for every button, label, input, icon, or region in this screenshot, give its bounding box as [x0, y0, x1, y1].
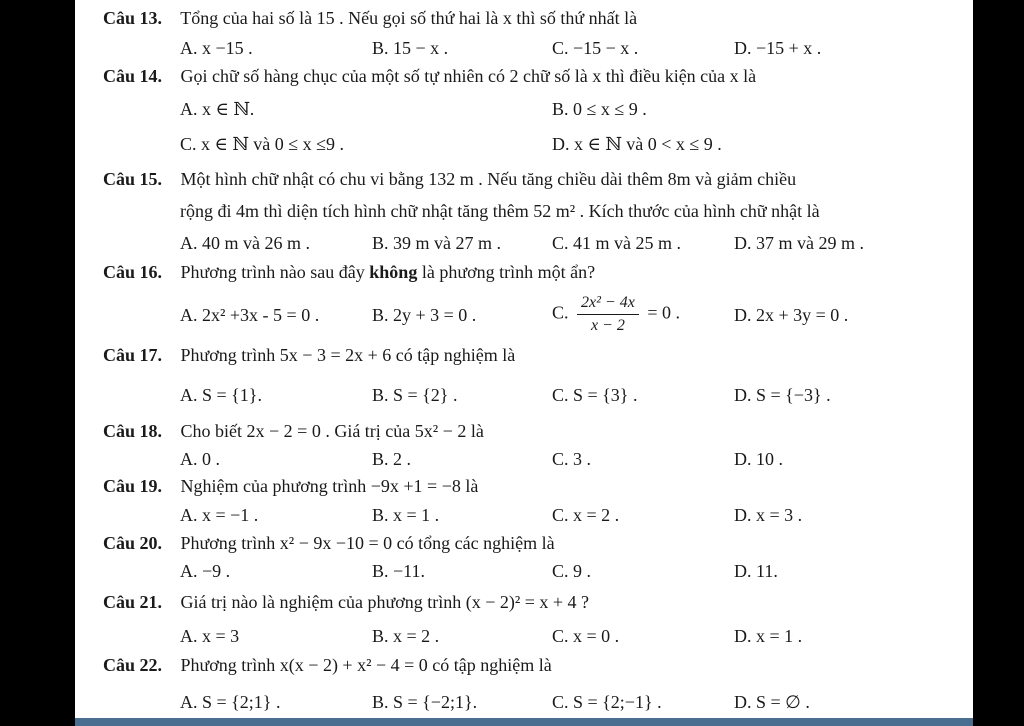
question-label: Câu 19. — [103, 476, 163, 496]
option-b: B. 2y + 3 = 0 . — [372, 305, 477, 325]
question-label: Câu 15. — [103, 169, 163, 189]
option-a: A. S = {1}. — [180, 385, 262, 405]
option-a: A. 0 . — [180, 449, 220, 469]
option-a: A. 40 m và 26 m . — [180, 233, 310, 253]
question-text-pre: Phương trình nào sau đây — [180, 262, 370, 282]
option-c — [552, 292, 680, 337]
option-a: A. 2x² +3x - 5 = 0 . — [180, 305, 320, 325]
option-a: A. x = −1 . — [180, 505, 259, 525]
document-page — [75, 0, 973, 721]
question-text: Giá trị nào là nghiệm của phương trình (x − 2)² = x + 4 ? — [180, 592, 590, 612]
option-a: A. −9 . — [180, 561, 231, 581]
fraction-tail: = 0 . — [647, 302, 680, 323]
question-text: Phương trình 5x − 3 = 2x + 6 có tập nghiệm là — [180, 345, 516, 365]
option-d: D. x = 3 . — [734, 505, 803, 525]
question-22 — [103, 655, 963, 676]
option-b: B. x = 2 . — [372, 626, 440, 646]
question-14 — [103, 66, 963, 87]
option-b: B. 15 − x . — [372, 38, 449, 58]
option-d: D. 11. — [734, 561, 778, 581]
option-b: B. −11. — [372, 561, 425, 581]
option-d: D. S = {−3} . — [734, 385, 831, 405]
question-label: Câu 20. — [103, 533, 163, 553]
option-c: C. x = 0 . — [552, 626, 620, 646]
question-text: Phương trình x² − 9x −10 = 0 có tổng các nghiệm là — [180, 533, 555, 553]
fraction-denominator: x − 2 — [590, 317, 625, 334]
question-label: Câu 17. — [103, 345, 163, 365]
question-15 — [103, 169, 963, 190]
option-a: A. x −15 . — [180, 38, 253, 58]
option-a: A. x = 3 — [180, 626, 240, 646]
question-text: Một hình chữ nhật có chu vi bằng 132 m . Nếu tăng chiều dài thêm 8m và giảm chiều — [180, 169, 797, 189]
option-c: C. 3 . — [552, 449, 592, 469]
question-19 — [103, 476, 963, 497]
question-label: Câu 22. — [103, 655, 163, 675]
question-text: Phương trình x(x − 2) + x² − 4 = 0 có tập nghiệm là — [180, 655, 552, 675]
fraction — [577, 292, 639, 337]
option-d: D. 37 m và 29 m . — [734, 233, 864, 253]
option-d: D. x ∈ ℕ và 0 < x ≤ 9 . — [552, 134, 722, 154]
question-17 — [103, 345, 963, 366]
question-label: Câu 13. — [103, 8, 163, 28]
option-b: B. x = 1 . — [372, 505, 440, 525]
question-text: Tổng của hai số là 15 . Nếu gọi số thứ hai là x thì số thứ nhất là — [180, 8, 638, 28]
question-20 — [103, 533, 963, 554]
question-label: Câu 21. — [103, 592, 163, 612]
option-b: B. 0 ≤ x ≤ 9 . — [552, 99, 647, 119]
question-text: Nghiệm của phương trình −9x +1 = −8 là — [180, 476, 479, 496]
option-b: B. S = {−2;1}. — [372, 692, 478, 712]
option-b: B. S = {2} . — [372, 385, 458, 405]
option-a: A. x ∈ ℕ. — [180, 99, 255, 119]
question-label: Câu 14. — [103, 66, 163, 86]
question-text: Cho biết 2x − 2 = 0 . Giá trị của 5x² − 2 là — [180, 421, 484, 441]
option-d: D. 2x + 3y = 0 . — [734, 305, 849, 325]
option-c: C. 9 . — [552, 561, 592, 581]
option-d: D. x = 1 . — [734, 626, 803, 646]
fraction-numerator: 2x² − 4x — [577, 292, 639, 315]
question-13 — [103, 8, 963, 29]
option-a: A. S = {2;1} . — [180, 692, 281, 712]
option-c: C. S = {2;−1} . — [552, 692, 662, 712]
option-b: B. 39 m và 27 m . — [372, 233, 501, 253]
question-text-bold: không — [369, 262, 418, 282]
question-text-post: là phương trình một ẩn? — [417, 262, 596, 282]
option-b: B. 2 . — [372, 449, 412, 469]
option-d: D. −15 + x . — [734, 38, 822, 58]
option-d: D. S = ∅ . — [734, 692, 810, 712]
option-c: C. 41 m và 25 m . — [552, 233, 681, 253]
window-bottom-bar — [75, 718, 973, 726]
question-16 — [103, 262, 963, 283]
question-21 — [103, 592, 963, 613]
question-label: Câu 18. — [103, 421, 163, 441]
question-text: Gọi chữ số hàng chục của một số tự nhiên có 2 chữ số là x thì điều kiện của x là — [180, 66, 757, 86]
option-c: C. x = 2 . — [552, 505, 620, 525]
question-18 — [103, 421, 963, 442]
option-c: C. S = {3} . — [552, 385, 638, 405]
question-label: Câu 16. — [103, 262, 163, 282]
option-c-label: C. — [552, 302, 569, 323]
option-c: C. x ∈ ℕ và 0 ≤ x ≤9 . — [180, 134, 345, 154]
option-d: D. 10 . — [734, 449, 783, 469]
option-c: C. −15 − x . — [552, 38, 639, 58]
question-text-continued: rộng đi 4m thì diện tích hình chữ nhật tăng thêm 52 m² . Kích thước của hình chữ nhật là — [180, 201, 820, 221]
